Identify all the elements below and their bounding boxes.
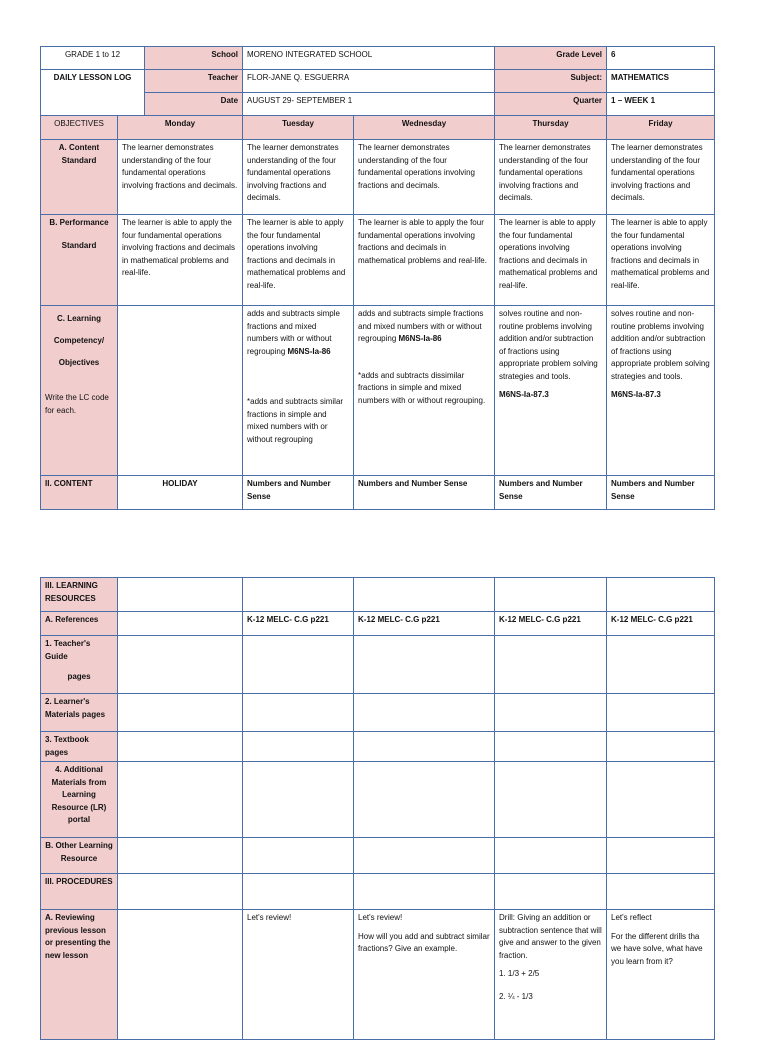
performance-standard-tue: The learner is able to apply the four fundamental operations involving fractions and decimals in mathematical problems and real-life. (243, 215, 354, 306)
review-wed-b: How will you add and subtract similar fractions? Give an example. (358, 931, 490, 953)
review-thu (495, 910, 607, 1040)
subject-label: Subject: (495, 70, 607, 93)
competency-wed-text: adds and subtracts simple fractions and mixed numbers with or without regrouping (358, 309, 484, 343)
competency-fri-code: M6NS-Ia-87.3 (611, 390, 661, 399)
content-standard-wed: The learner demonstrates understanding of the four fundamental operations involving fractions and decimals. (354, 140, 495, 215)
content-mon: HOLIDAY (118, 476, 243, 510)
reviewing-label: A. Reviewing previous lesson or presenting the new lesson (41, 910, 118, 1040)
competency-label (41, 306, 118, 476)
review-fri-b: For the different drills tha we have solve, what have you learn from it? (611, 931, 703, 966)
competency-thu-code: M6NS-Ia-87.3 (499, 390, 549, 399)
competency-tue-text-b: *adds and subtracts similar fractions in simple and mixed numbers with or without regrouping (247, 397, 344, 444)
content-wed: Numbers and Number Sense (354, 476, 495, 510)
review-fri-a: Let's reflect (611, 913, 652, 922)
lesson-log-table (40, 46, 715, 510)
competency-label-a: C. Learning (56, 314, 101, 323)
teachers-guide-text: 1. Teacher's Guide (45, 639, 91, 661)
date-value: AUGUST 29- SEPTEMBER 1 (243, 93, 495, 116)
quarter-label: Quarter (495, 93, 607, 116)
resources-label: III. LEARNING RESOURCES (41, 578, 118, 612)
performance-standard-wed: The learner is able to apply the four fundamental operations involving fractions and decimals in mathematical problems and real-life. (354, 215, 495, 306)
content-standard-thu: The learner demonstrates understanding of the four fundamental operations involving fractions and decimals. (495, 140, 607, 215)
references-label: A. References (41, 612, 118, 636)
review-thu-c: 2. ¼ - 1/3 (499, 991, 533, 1001)
school-value: MORENO INTEGRATED SCHOOL (243, 47, 495, 70)
friday-header: Friday (607, 116, 715, 140)
competency-mon (118, 306, 243, 476)
resources-table (40, 577, 715, 1040)
review-wed-a: Let's review! (358, 913, 403, 922)
content-tue: Numbers and Number Sense (243, 476, 354, 510)
content-standard-mon: The learner demonstrates understanding of the four fundamental operations involving fractions and decimals. (118, 140, 243, 215)
performance-standard-fri: The learner is able to apply the four fundamental operations involving fractions and decimals in mathematical problems and real-life. (607, 215, 715, 306)
teacher-value: FLOR-JANE Q. ESGUERRA (243, 70, 495, 93)
grades-cell (41, 47, 145, 70)
competency-label-c: Objectives (58, 358, 100, 367)
date-label: Date (145, 93, 243, 116)
procedures-label: III. PROCEDURES (41, 874, 118, 910)
competency-fri-text: solves routine and non-routine problems involving addition and/or subtraction of fractions using appropriate problem solving strategies and tools. (611, 309, 710, 381)
content-standard-tue: The learner demonstrates understanding of the four fundamental operations involving fractions and decimals. (243, 140, 354, 215)
grade-level-value: 6 (607, 47, 715, 70)
review-wed (354, 910, 495, 1040)
objectives-header: OBJECTIVES (41, 116, 118, 140)
competency-wed (354, 306, 495, 476)
performance-standard-thu: The learner is able to apply the four fundamental operations involving fractions and decimals in mathematical problems and real-life. (495, 215, 607, 306)
competency-tue (243, 306, 354, 476)
content-thu: Numbers and Number Sense (495, 476, 607, 510)
ref-fri: K-12 MELC- C.G p221 (607, 612, 715, 636)
competency-tue-text: adds and subtracts simple fractions and mixed numbers with or without regrouping (247, 309, 340, 356)
quarter-value: 1 – WEEK 1 (607, 93, 715, 116)
performance-standard-mon: The learner is able to apply the four fundamental operations involving fractions and decimals in mathematical problems and real-life. (118, 215, 243, 306)
additional-materials-label: 4. Additional Materials from Learning Resource (LR) portal (41, 762, 118, 838)
performance-label-a: B. Performance (49, 218, 109, 227)
ref-tue: K-12 MELC- C.G p221 (243, 612, 354, 636)
review-thu-a: Drill: Giving an addition or subtraction sentence that will give and answer to the given fraction. (499, 913, 602, 960)
tuesday-header: Tuesday (243, 116, 354, 140)
content-standard-fri: The learner demonstrates understanding of the four fundamental operations involving fractions and decimals. (607, 140, 715, 215)
learners-materials-label: 2. Learner's Materials pages (41, 694, 118, 732)
other-resource-label: B. Other Learning Resource (41, 838, 118, 874)
textbook-label: 3. Textbook pages (41, 732, 118, 762)
content-standard-label: A. Content Standard (41, 140, 118, 215)
school-label: School (145, 47, 243, 70)
teacher-label: Teacher (145, 70, 243, 93)
ref-thu: K-12 MELC- C.G p221 (495, 612, 607, 636)
review-thu-b: 1. 1/3 + 2/5 (499, 969, 540, 978)
competency-wed-code: M6NS-Ia-86 (398, 334, 442, 343)
wednesday-header: Wednesday (354, 116, 495, 140)
ref-wed: K-12 MELC- C.G p221 (354, 612, 495, 636)
teachers-guide-label (41, 636, 118, 694)
competency-note: Write the LC code for each. (45, 393, 109, 415)
content-label: II. CONTENT (41, 476, 118, 510)
review-fri (607, 910, 715, 1040)
competency-tue-code: M6NS-Ia-86 (287, 346, 331, 356)
competency-fri (607, 306, 715, 476)
thursday-header: Thursday (495, 116, 607, 140)
competency-thu (495, 306, 607, 476)
review-tue: Let's review! (243, 910, 354, 1040)
grade-level-label: Grade Level (495, 47, 607, 70)
competency-label-b: Competency/ (53, 336, 105, 345)
monday-header: Monday (118, 116, 243, 140)
subject-value: MATHEMATICS (607, 70, 715, 93)
competency-thu-text: solves routine and non-routine problems involving addition and/or subtraction of fractions using appropriate problem solving strategies and tools. (499, 309, 598, 381)
competency-wed-text-b: *adds and subtracts dissimilar fractions in simple and mixed numbers with or without regrouping. (358, 370, 486, 405)
grades-text: GRADE 1 to 12 (64, 50, 121, 59)
teachers-guide-pages: pages (67, 672, 91, 681)
log-title: DAILY LESSON LOG (41, 70, 145, 116)
content-fri: Numbers and Number Sense (607, 476, 715, 510)
performance-standard-label (41, 215, 118, 306)
performance-label-b: Standard (61, 240, 97, 250)
